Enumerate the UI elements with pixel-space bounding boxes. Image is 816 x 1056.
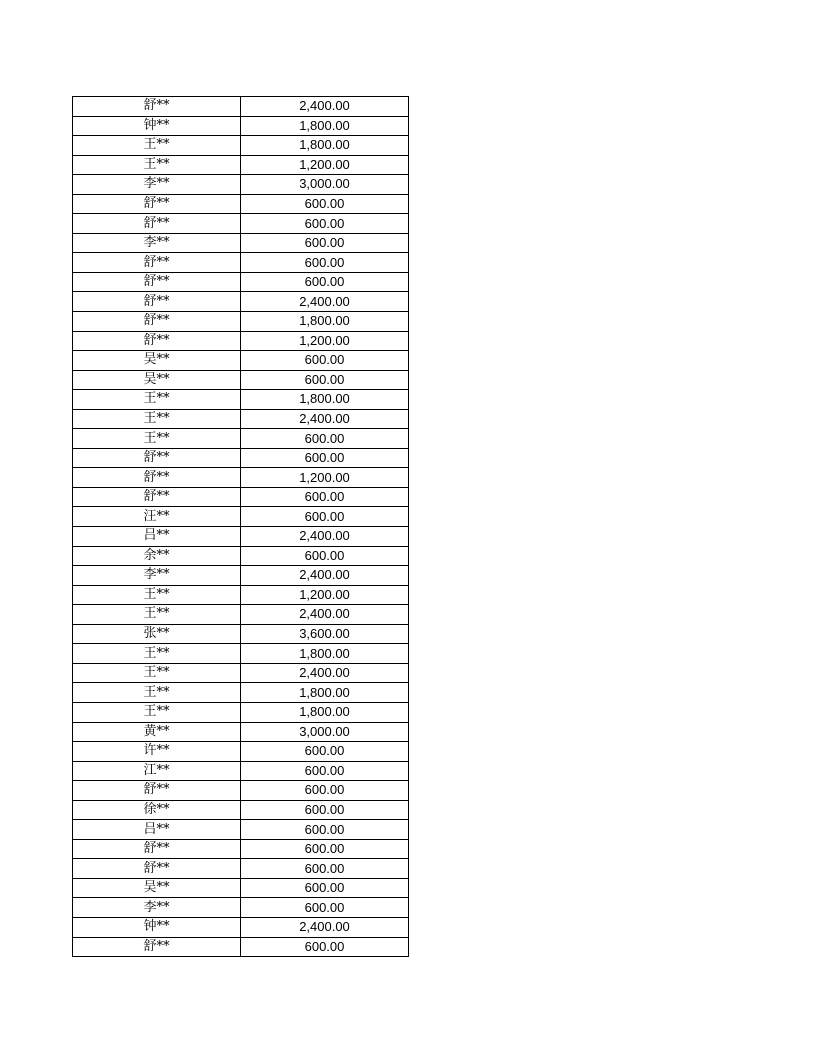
name-cell: 张** [73,624,241,644]
table-row [73,722,409,742]
name-cell: 王** [73,663,241,683]
name-cell: 余** [73,546,241,566]
amount-cell: 600.00 [241,370,409,390]
amount-cell: 2,400.00 [241,605,409,625]
amount-cell: 600.00 [241,937,409,957]
table-row [73,546,409,566]
table-row [73,370,409,390]
amount-cell: 1,800.00 [241,683,409,703]
name-cell: 舒** [73,487,241,507]
table-row [73,175,409,195]
table-row [73,214,409,234]
table-row [73,702,409,722]
table-row [73,292,409,312]
name-cell: 王** [73,644,241,664]
table-row [73,487,409,507]
amount-cell: 3,000.00 [241,722,409,742]
amount-cell: 2,400.00 [241,527,409,547]
name-cell: 舒** [73,781,241,801]
table-row [73,253,409,273]
document-page [72,96,409,957]
name-cell: 汪** [73,507,241,527]
table-row [73,390,409,410]
name-cell: 徐** [73,800,241,820]
name-cell: 李** [73,898,241,918]
amount-cell: 1,200.00 [241,155,409,175]
amount-cell: 600.00 [241,272,409,292]
amount-cell: 600.00 [241,839,409,859]
amount-cell: 1,800.00 [241,116,409,136]
amount-cell: 600.00 [241,351,409,371]
amount-cell: 600.00 [241,878,409,898]
table-row [73,585,409,605]
amount-cell: 600.00 [241,507,409,527]
table-row [73,820,409,840]
amount-cell: 1,800.00 [241,644,409,664]
table-row [73,468,409,488]
amount-cell: 2,400.00 [241,409,409,429]
name-cell: 舒** [73,214,241,234]
name-cell: 吴** [73,370,241,390]
table-row [73,839,409,859]
amount-cell: 600.00 [241,820,409,840]
table-row [73,663,409,683]
amount-cell: 600.00 [241,194,409,214]
table-row [73,800,409,820]
table-row [73,781,409,801]
table-row [73,194,409,214]
table-row [73,507,409,527]
name-cell: 王** [73,390,241,410]
amount-cell: 600.00 [241,800,409,820]
table-row [73,878,409,898]
table-row [73,116,409,136]
name-cell: 吕** [73,820,241,840]
name-cell: 黄** [73,722,241,742]
amount-cell: 600.00 [241,898,409,918]
name-cell: 吴** [73,878,241,898]
table-row [73,898,409,918]
name-cell: 舒** [73,253,241,273]
table-row [73,624,409,644]
amount-cell: 2,400.00 [241,97,409,117]
name-cell: 舒** [73,937,241,957]
name-cell: 王** [73,136,241,156]
name-cell: 李** [73,566,241,586]
name-cell: 王** [73,585,241,605]
table-row [73,331,409,351]
name-cell: 舒** [73,448,241,468]
table-row [73,917,409,937]
name-cell: 舒** [73,468,241,488]
name-cell: 王** [73,429,241,449]
name-cell: 王** [73,683,241,703]
name-cell: 李** [73,175,241,195]
table-row [73,742,409,762]
amount-cell: 600.00 [241,214,409,234]
table-row [73,233,409,253]
table-row [73,429,409,449]
name-cell: 许** [73,742,241,762]
name-cell: 吕** [73,527,241,547]
table-row [73,527,409,547]
amount-cell: 1,800.00 [241,702,409,722]
table-row [73,97,409,117]
payment-table [72,96,409,957]
amount-cell: 600.00 [241,429,409,449]
name-cell: 江** [73,761,241,781]
amount-cell: 600.00 [241,448,409,468]
amount-cell: 2,400.00 [241,566,409,586]
amount-cell: 1,200.00 [241,585,409,605]
amount-cell: 600.00 [241,546,409,566]
amount-cell: 600.00 [241,781,409,801]
amount-cell: 600.00 [241,761,409,781]
amount-cell: 1,800.00 [241,312,409,332]
table-row [73,566,409,586]
table-row [73,155,409,175]
payment-table-body [73,97,409,957]
table-row [73,859,409,879]
amount-cell: 1,800.00 [241,390,409,410]
amount-cell: 600.00 [241,253,409,273]
name-cell: 王** [73,702,241,722]
table-row [73,351,409,371]
name-cell: 吴** [73,351,241,371]
table-row [73,409,409,429]
table-row [73,683,409,703]
name-cell: 舒** [73,194,241,214]
name-cell: 舒** [73,331,241,351]
table-row [73,312,409,332]
name-cell: 王** [73,605,241,625]
amount-cell: 2,400.00 [241,917,409,937]
amount-cell: 3,600.00 [241,624,409,644]
amount-cell: 1,800.00 [241,136,409,156]
name-cell: 李** [73,233,241,253]
table-row [73,448,409,468]
table-row [73,937,409,957]
name-cell: 舒** [73,312,241,332]
table-row [73,761,409,781]
table-row [73,272,409,292]
amount-cell: 2,400.00 [241,663,409,683]
table-row [73,605,409,625]
amount-cell: 1,200.00 [241,468,409,488]
amount-cell: 600.00 [241,742,409,762]
table-row [73,644,409,664]
amount-cell: 600.00 [241,233,409,253]
name-cell: 钟** [73,116,241,136]
name-cell: 钟** [73,917,241,937]
name-cell: 舒** [73,272,241,292]
name-cell: 舒** [73,97,241,117]
table-row [73,136,409,156]
name-cell: 舒** [73,859,241,879]
amount-cell: 1,200.00 [241,331,409,351]
name-cell: 王** [73,155,241,175]
amount-cell: 2,400.00 [241,292,409,312]
amount-cell: 600.00 [241,859,409,879]
name-cell: 舒** [73,292,241,312]
name-cell: 舒** [73,839,241,859]
name-cell: 王** [73,409,241,429]
amount-cell: 600.00 [241,487,409,507]
amount-cell: 3,000.00 [241,175,409,195]
